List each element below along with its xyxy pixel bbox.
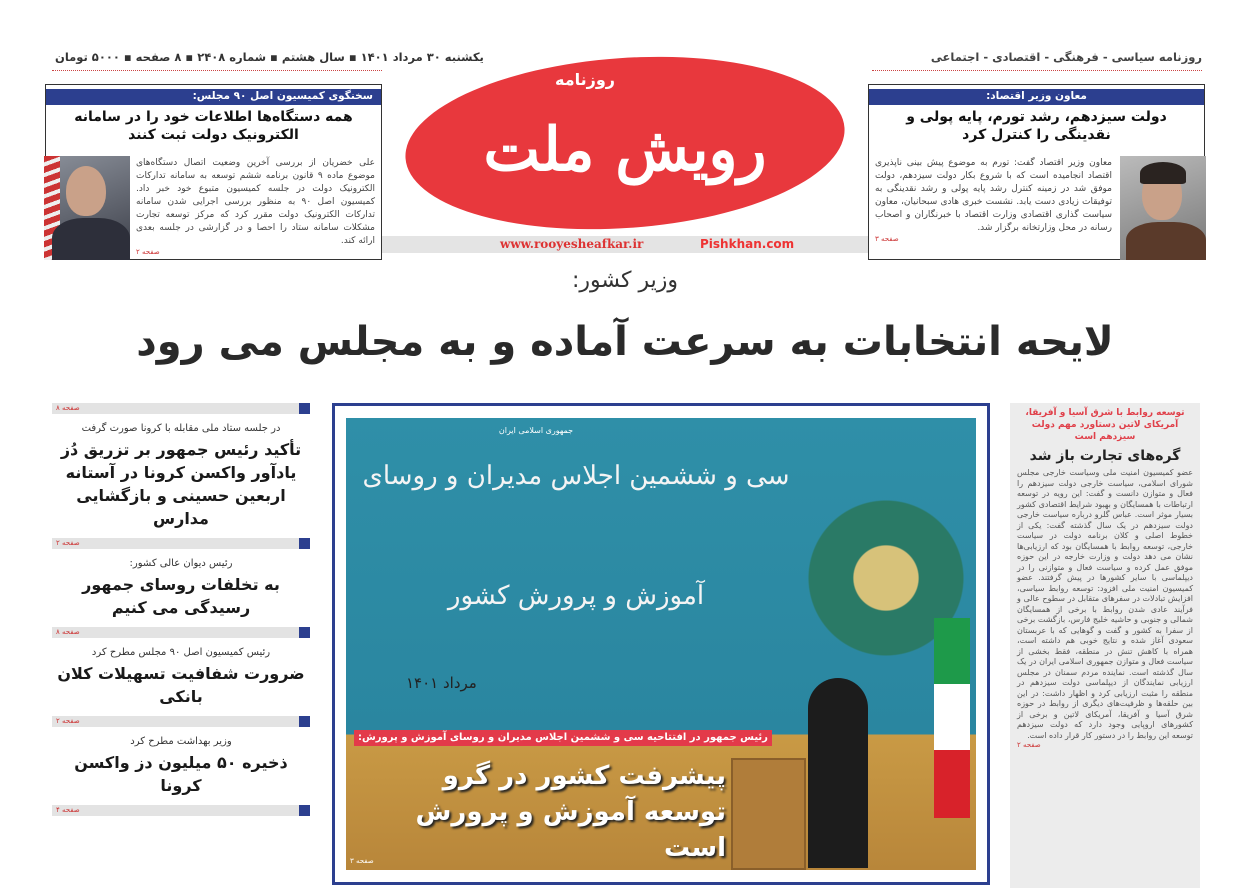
story-headline: ذخیره ۵۰ میلیون دز واکسن کرونا	[74, 753, 288, 795]
emblem-text: جمهوری اسلامی ایران	[498, 426, 574, 435]
page-ref[interactable]: صفحه ۲	[56, 539, 80, 547]
story-headline: به تخلفات روسای جمهور رسیدگی می کنیم	[82, 575, 280, 617]
page-ref[interactable]: صفحه ۴	[56, 806, 80, 814]
page-ref[interactable]: صفحه ۳	[350, 857, 374, 865]
story-headline: تأکید رئیس جمهور بر تزریق دُز یادآور واکسن کرونا در آستانه اربعین حسینی و بازگشایی مدارس	[60, 440, 302, 528]
page-ref[interactable]: صفحه ۸	[56, 404, 80, 412]
person-photo	[44, 156, 130, 260]
person-photo	[1120, 156, 1206, 260]
banner-date: مرداد ۱۴۰۱	[406, 674, 477, 692]
story-headline: دولت سیزدهم، رشد تورم، پایه پولی و نقدینگی را کنترل کرد	[906, 109, 1167, 144]
story-headline: همه دستگاه‌ها اطلاعات خود را در سامانه الکترونیک دولت ثبت کنند	[74, 109, 353, 144]
website-url: www.rooyesheafkar.ir	[500, 237, 644, 251]
iran-flag	[934, 618, 970, 818]
story-kicker: رئیس کمیسیون اصل ۹۰ مجلس مطرح کرد	[91, 647, 271, 658]
section-bar	[52, 805, 310, 816]
caption-headline: پیشرفت کشور در گرو توسعه آموزش و پرورش است	[415, 761, 726, 863]
section-bar	[52, 403, 310, 414]
banner-line1: سی و ششمین اجلاس مدیران و روسای	[362, 461, 790, 491]
story-headline: ضرورت شفافیت تسهیلات کلان بانکی	[57, 664, 305, 706]
section-bar	[52, 627, 310, 638]
story-body: علی خضریان از بررسی آخرین وضعیت اتصال دستگاه‌های موضوع ماده ۹ قانون برنامه ششم توسعه به سامانه تدارکات الکترونیک دولت در جلسه کمیسیون متبوع خود خبر داد. کمیسیون اصل ۹۰ به منظور بررسی اجرایی شدن سامانه تدارکات الکترونیک دولت مقرر کرد که مرکز توسعه تجارت مشکلات سامانه ستاد را احصا و در گزارشی در جلسه بعدی ارائه کند.	[136, 158, 376, 246]
issue-info: یکشنبه ۳۰ مرداد ۱۴۰۱ ▪ سال هشتم ▪ شماره ۲۴۰۸ ▪ ۸ صفحه ▪ ۵۰۰۰ تومان	[55, 50, 484, 64]
section-bar	[52, 538, 310, 549]
podium	[731, 758, 806, 870]
story-headline: گره‌های تجارت باز شد	[1029, 448, 1181, 464]
center-photo	[346, 418, 976, 870]
tagline: روزنامه سیاسی - فرهنگی - اقتصادی - اجتماعی	[930, 50, 1202, 64]
divider	[872, 70, 1202, 71]
top-left-story	[45, 84, 382, 260]
story-body: معاون وزیر اقتصاد گفت: تورم به موضوع پیش بینی ناپذیری اقتصاد انجامیده است که با شروع بکار دولت سیزدهم، دولت موفق شد در زمینه کنترل رشد پایه پولی و رشد نقدینگی به توفیقات زیادی دست یابد. نشست خبری هادی سبحانیان، معاون سیاست گذاری اقتصادی وزارت اقتصاد با خبرنگاران و اصحاب رسانه در محل وزارتخانه برگزار شد.	[875, 158, 1112, 233]
story-kicker: وزیر بهداشت مطرح کرد	[130, 736, 232, 747]
banner-line2: آموزش و پرورش کشور	[447, 581, 705, 611]
right-column-story	[1010, 403, 1200, 888]
story-kicker: سخنگوی کمیسیون اصل ۹۰ مجلس:	[46, 89, 381, 105]
center-photo-frame	[332, 403, 990, 885]
left-column	[52, 403, 310, 816]
story-kicker: توسعه روابط با شرق آسیا و آفریقا، آمریکای لاتین دستاورد مهم دولت سیزدهم است	[1025, 408, 1185, 442]
lead-kicker: وزیر کشور:	[571, 268, 678, 293]
story-kicker: در جلسه ستاد ملی مقابله با کرونا صورت گرفت	[81, 423, 281, 434]
page-ref[interactable]: صفحه ۲	[1017, 741, 1041, 749]
logo-small-text: روزنامه	[555, 70, 615, 89]
lead-headline: لایحه انتخابات به سرعت آماده و به مجلس می رود	[136, 319, 1114, 365]
page-ref[interactable]: صفحه ۸	[56, 628, 80, 636]
page-ref[interactable]: صفحه ۳	[875, 235, 899, 243]
story-kicker: معاون وزیر اقتصاد:	[869, 89, 1204, 105]
top-right-story	[868, 84, 1205, 260]
newspaper-logo	[405, 48, 845, 238]
story-body: عضو کمیسیون امنیت ملی وسیاست خارجی مجلس شورای اسلامی، سیاست خارجی دولت سیزدهم را فعال و متوازن دانست و گفت: این رویه در توسعه ارتباطات با همسایگان و بهبود شرایط اقتصادی کشور بسیار موثر است. عباس گلرو درباره سیاست خارجی دولت سیزدهم در یک سال گذشته گفت: یکی از خطوط اصلی و کلان برنامه دولت در سیاست خارجی، توسعه روابط با همسایگان بود که ارزیابی‌ها نشان می دهد دولت و وزارت خارجه در این حوزه موفق عمل کرده و سیاست فعال و متوازنی را در دیپلماسی با سایر کشورها در پیش گرفتند. عضو کمیسیون امنیت ملی افزود: توسعه روابط سیاسی، افزایش تبادلات در سفرهای متقابل در سطوح عالی و فرآیند عادی شدن روابط با برخی از همسایگان شمالی و جنوبی و حاشیه خلیج فارس، بازگشت برخی از سفرا به کشور و گفت و گوهایی که با عربستان سعودی آغاز شده و نتایج خوبی هم داشته است، همراه با کاهش تنش در منطقه، فقط بخشی از سیاست فعال و متوازن جمهوری اسلامی ایران در یک سال گذشته است. نماینده مردم سمنان در مجلس ارزیابی نمایندگان از دیپلماسی دولت سیزدهم در منطقه را مثبت ارزیابی کرد و اظهار داشت: در این بین حلقه‌ها و ظرفیت‌های دیگری از روابط در حوزه شرق آسیا و آفریقا، آمریکای لاتین و برخی از کشورهای اروپایی وجود دارد که دولت سیزدهم توسعه این روابط را در دستور کار قرار داده است.	[1017, 468, 1193, 740]
caption-kicker: رئیس جمهور در افتتاحیه سی و ششمین اجلاس مدیران و روسای آموزش و پرورش:	[354, 730, 772, 746]
divider	[52, 70, 382, 71]
story-kicker: رئیس دیوان عالی کشور:	[129, 558, 233, 569]
page-ref[interactable]: صفحه ۲	[56, 717, 80, 725]
logo-name: رویش ملت	[483, 115, 767, 185]
section-bar	[52, 716, 310, 727]
watermark: Pishkhan.com	[700, 237, 795, 251]
speaker-figure	[808, 678, 868, 868]
page-ref[interactable]: صفحه ۲	[136, 248, 160, 256]
